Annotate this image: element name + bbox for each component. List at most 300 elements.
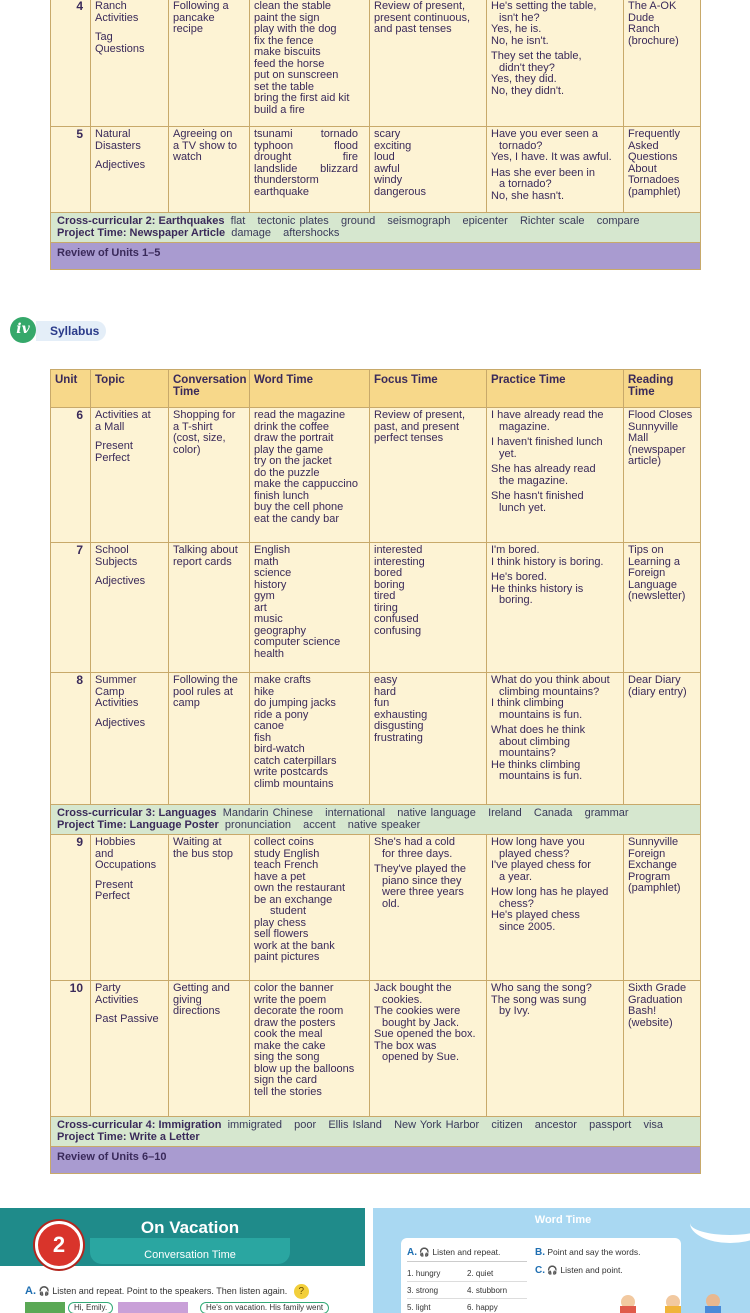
word-item: try on the jacket (254, 455, 332, 467)
reading-line: Sunnyville (628, 836, 679, 848)
header-unit: Unit (51, 370, 91, 408)
reading-cell (624, 0, 701, 127)
practice-line: He's played chess (491, 909, 580, 921)
conversation-line: color) (173, 443, 201, 456)
conversation-line: pancake (173, 11, 215, 24)
word-item: buy the cell phone (254, 501, 344, 513)
next-page-preview (0, 1208, 750, 1313)
word-item: make crafts (254, 674, 311, 686)
instruction (25, 1284, 309, 1299)
exercise-letter: B. (535, 1247, 545, 1258)
topic-line: Camp (95, 685, 125, 698)
practice-line: about climbing (499, 735, 570, 748)
cross-curricular-cell (51, 805, 701, 835)
word-item: be an exchange (254, 893, 333, 906)
focus-line: present continuous, (374, 11, 471, 24)
header-topic: Topic (91, 370, 169, 408)
reading-line: Flood Closes (628, 409, 693, 421)
focus-line: old. (382, 897, 400, 910)
word-item: climb mountains (254, 777, 334, 790)
word-item: 2. quiet (467, 1268, 494, 1278)
practice-cell (487, 673, 624, 805)
practice-line: climbing mountains? (499, 685, 600, 698)
word-item: make the cappuccino (254, 478, 358, 490)
reading-line: article) (628, 455, 662, 467)
word-item: bring the first aid kit (254, 92, 350, 104)
focus-line: interesting (374, 555, 425, 568)
word-item: flood (334, 139, 358, 152)
word-cell (250, 835, 370, 981)
word-item: color the banner (254, 982, 334, 994)
reading-line: (pamphlet) (628, 882, 681, 894)
word-item: math (254, 555, 279, 568)
word-item: science (254, 567, 292, 579)
topic-line: Occupations (95, 859, 157, 871)
focus-line: bored (374, 567, 403, 579)
word-item: do the puzzle (254, 466, 320, 479)
word-list (407, 1265, 527, 1313)
headphones-icon: 🎧 (547, 1265, 558, 1275)
word-item: music (254, 613, 283, 625)
unit-number: 4 (51, 0, 91, 127)
topic-line: Perfect (95, 890, 130, 902)
practice-line: magazine. (499, 420, 550, 433)
reading-line: (website) (628, 1016, 673, 1029)
cross-curricular-row (51, 805, 701, 835)
topic-line: and (95, 847, 114, 860)
list-item (407, 1299, 527, 1313)
word-item: own the restaurant (254, 882, 346, 894)
focus-line: opened by Sue. (382, 1051, 460, 1063)
focus-line: hard (374, 685, 397, 698)
reading-line: The A-OK (628, 0, 677, 12)
focus-line: Sue opened the box. (374, 1028, 476, 1040)
topic-line: Party (95, 982, 121, 994)
word-item: put on sunscreen (254, 69, 339, 81)
table-row (51, 835, 701, 981)
word-item: study English (254, 847, 320, 860)
word-item: 5. light (407, 1302, 431, 1312)
conversation-line: giving (173, 993, 202, 1006)
focus-line: perfect tenses (374, 432, 444, 444)
word-cell (250, 127, 370, 213)
list-item (407, 1282, 527, 1299)
practice-line: isn't he? (499, 11, 540, 24)
word-item: tell the stories (254, 1085, 322, 1098)
practice-line: by Ivy. (499, 1005, 530, 1017)
word-cell (250, 408, 370, 543)
reading-line: Asked (628, 139, 659, 152)
practice-line: I have already read the (491, 409, 604, 421)
project-time-label: Project Time: Write a Letter (57, 1130, 200, 1143)
focus-line: The cookies were (374, 1005, 461, 1017)
reading-line: Sunnyville (628, 420, 679, 433)
table-header-row (51, 370, 701, 408)
word-pair (254, 129, 358, 141)
exercise-text: Listen and repeat. (432, 1247, 501, 1257)
focus-line: interested (374, 544, 423, 556)
word-item: blow up the balloons (254, 1062, 355, 1075)
focus-line: for three days. (382, 847, 453, 860)
focus-line: frustrating (374, 731, 423, 744)
focus-line: scary (374, 128, 401, 140)
focus-line: bought by Jack. (382, 1016, 460, 1029)
word-time-title: Word Time (534, 1214, 592, 1226)
word-item: thunderstorm (254, 174, 319, 186)
conversation-line: Following a (173, 0, 229, 12)
on-vacation-panel (0, 1208, 365, 1313)
practice-line: He's setting the table, (491, 0, 597, 12)
word-item: hike (254, 685, 275, 698)
focus-line: exciting (374, 139, 412, 152)
practice-cell (487, 981, 624, 1117)
topic-line: Summer (95, 674, 137, 686)
reading-line: Graduation (628, 993, 683, 1006)
practice-line: a tornado? (499, 178, 552, 190)
reading-line: Dude (628, 11, 655, 24)
reading-line: (pamphlet) (628, 185, 681, 198)
word-item: make biscuits (254, 46, 321, 58)
topic-line: Hobbies (95, 836, 136, 848)
practice-line: How long has he played (491, 886, 609, 898)
practice-line: didn't they? (499, 61, 555, 74)
practice-line: Who sang the song? (491, 982, 592, 994)
word-item: history (254, 578, 287, 591)
word-item: clean the stable (254, 0, 332, 12)
table-row (51, 127, 701, 213)
word-item: read the magazine (254, 409, 346, 421)
practice-line: the magazine. (499, 474, 569, 487)
word-item: bird-watch (254, 743, 305, 755)
topic-cell (91, 127, 169, 213)
practice-line: tornado? (499, 139, 543, 152)
topic-line: Perfect (95, 451, 130, 464)
conversation-line: pool rules at (173, 685, 233, 698)
word-item: health (254, 647, 284, 660)
conversation-line: Agreeing on (173, 128, 233, 140)
cross-curricular-words: Mandarin Chinese international native language Ireland Canada grammar (222, 807, 629, 819)
exercise-letter: A. (407, 1247, 417, 1258)
conversation-line: report cards (173, 555, 232, 568)
focus-cell (370, 408, 487, 543)
instruction-text: Listen and repeat. Point to the speakers. Then listen again. (52, 1286, 288, 1296)
topic-line: Activities at (95, 409, 151, 421)
topic-line: Subjects (95, 555, 138, 568)
practice-line: Yes, he is. (491, 23, 542, 35)
practice-line: How long have you (491, 836, 585, 848)
word-item: 1. hungry (407, 1268, 441, 1278)
reading-line: (newsletter) (628, 590, 686, 602)
speech-bubble: He's on vacation. His family went (200, 1302, 329, 1313)
word-item: typhoon (254, 139, 294, 152)
practice-line: No, she hasn't. (491, 189, 565, 202)
practice-line: boring. (499, 594, 533, 606)
focus-line: Review of present, (374, 0, 466, 12)
word-item: geography (254, 624, 306, 637)
table-row (51, 673, 701, 805)
conversation-line: camp (173, 697, 200, 709)
reading-cell (624, 127, 701, 213)
cross-curricular-label: Cross-curricular 4: Immigration (57, 1119, 222, 1131)
reading-line: Learning a (628, 555, 680, 568)
reading-line: Mall (628, 432, 649, 444)
review-label: Review of Units 1–5 (51, 243, 701, 270)
word-item: play chess (254, 916, 306, 929)
topic-line: Present (95, 878, 133, 891)
focus-line: Review of present, (374, 409, 466, 421)
reading-cell (624, 543, 701, 673)
focus-line: fun (374, 697, 390, 709)
topic-cell (91, 981, 169, 1117)
practice-cell (487, 835, 624, 981)
table-row (51, 408, 701, 543)
instruction-letter: A. (25, 1285, 36, 1297)
focus-line: loud (374, 151, 395, 163)
topic-line: Activities (95, 697, 139, 709)
word-item: computer science (254, 636, 341, 648)
review-row (51, 1147, 701, 1174)
word-item: make the cake (254, 1039, 326, 1052)
reading-line: (diary entry) (628, 685, 687, 698)
practice-line: They set the table, (491, 50, 582, 62)
practice-cell (487, 0, 624, 127)
focus-cell (370, 673, 487, 805)
word-item: write the poem (254, 993, 327, 1006)
conversation-line: Shopping for (173, 409, 236, 421)
focus-line: exhausting (374, 708, 428, 721)
practice-line: He thinks climbing (491, 758, 581, 771)
conversation-cell (169, 408, 250, 543)
focus-line: tiring (374, 601, 398, 614)
exercise-a (407, 1247, 500, 1258)
word-item: landslide (254, 162, 298, 175)
reading-line: Bash! (628, 1005, 657, 1017)
reading-line: Dear Diary (628, 674, 681, 686)
table-row (51, 543, 701, 673)
word-item: work at the bank (254, 939, 335, 952)
topic-cell (91, 543, 169, 673)
cross-curricular-words: immigrated poor Ellis Island New York Harbor citizen ancestor passport visa (227, 1119, 664, 1131)
focus-cell (370, 0, 487, 127)
focus-line: She's had a cold (374, 836, 455, 848)
page-number-badge: iv (10, 317, 36, 343)
word-item: build a fire (254, 103, 305, 116)
hint-icon: ? (294, 1284, 309, 1299)
focus-line: piano since they (382, 874, 462, 887)
focus-line: They've played the (374, 863, 466, 875)
word-item: write postcards (254, 766, 328, 778)
practice-line: I've played chess for (491, 859, 591, 871)
practice-cell (487, 543, 624, 673)
reading-cell (624, 835, 701, 981)
conversation-line: Waiting at (173, 836, 222, 848)
topic-line: Past Passive (95, 1013, 159, 1025)
word-item: collect coins (254, 836, 314, 848)
review-row (51, 243, 701, 270)
list-item (407, 1265, 527, 1282)
topic-line: a Mall (95, 420, 125, 433)
header-focus: Focus Time (370, 370, 487, 408)
word-item: sell flowers (254, 928, 309, 940)
unit-number: 5 (51, 127, 91, 213)
speech-bubble: Hi, Emily. (68, 1302, 113, 1313)
reading-line: Language (628, 578, 677, 591)
word-cell (250, 0, 370, 127)
word-pair (254, 152, 358, 164)
reading-line: About (628, 162, 657, 175)
word-item: cook the meal (254, 1028, 323, 1040)
unit-title: On Vacation (140, 1218, 240, 1237)
word-item: 3. strong (407, 1285, 439, 1295)
practice-line: a year. (499, 870, 533, 883)
exercise-text: Listen and point. (560, 1265, 623, 1275)
word-item: catch caterpillars (254, 754, 337, 767)
word-item: ride a pony (254, 708, 309, 721)
word-item: English (254, 544, 291, 556)
exercise-text: Point and say the words. (547, 1247, 641, 1257)
practice-line: No, he isn't. (491, 34, 549, 47)
reading-line: (newspaper (628, 443, 686, 456)
focus-line: past, and present (374, 420, 460, 433)
header-practice: Practice Time (487, 370, 624, 408)
header-line: Reading (628, 374, 674, 386)
syllabus-table (50, 369, 701, 1174)
practice-line: He's bored. (491, 571, 547, 583)
headphones-icon: 🎧 (419, 1247, 430, 1257)
focus-line: confused (374, 613, 419, 625)
word-item: draw the portrait (254, 432, 334, 444)
practice-line: She has already read (491, 463, 596, 475)
practice-line: played chess? (499, 847, 570, 860)
word-item: canoe (254, 720, 284, 732)
conversation-line: recipe (173, 23, 203, 35)
scene-illustration (25, 1302, 65, 1313)
word-item: finish lunch (254, 489, 310, 502)
children-illustration (598, 1288, 738, 1313)
word-item: set the table (254, 80, 314, 93)
conversation-line: Getting and (173, 982, 230, 994)
focus-line: easy (374, 674, 398, 686)
conversation-line: a T-shirt (173, 420, 213, 433)
word-item: blizzard (320, 162, 358, 175)
conversation-line: (cost, size, (173, 432, 226, 444)
exercise-letter: C. (535, 1265, 545, 1276)
focus-line: dangerous (374, 185, 426, 198)
topic-line: Adjectives (95, 575, 146, 587)
topic-line: Adjectives (95, 716, 146, 729)
practice-line: mountains is fun. (499, 708, 583, 721)
topic-line: Activities (95, 11, 139, 24)
topic-cell (91, 673, 169, 805)
word-item: 6. happy (467, 1302, 498, 1312)
practice-line: No, they didn't. (491, 84, 565, 97)
conversation-cell (169, 835, 250, 981)
word-item: fire (342, 151, 358, 163)
conversation-time-label: Conversation Time (144, 1249, 236, 1261)
word-item: paint the sign (254, 11, 320, 24)
word-item: teach French (254, 859, 319, 871)
reading-line: Ranch (628, 23, 660, 35)
word-item: draw the posters (254, 1016, 336, 1029)
header-reading (624, 370, 701, 408)
reading-cell (624, 408, 701, 543)
cross-curricular-words: flat tectonic plates ground seismograph epicenter Richter scale compare (230, 215, 640, 227)
topic-line: Ranch (95, 0, 127, 12)
practice-line: She hasn't finished (491, 490, 584, 502)
practice-line: Yes, I have. It was awful. (491, 151, 612, 163)
header-line: Time (173, 386, 200, 398)
top-syllabus-table (50, 0, 701, 270)
practice-line: Has she ever been in (491, 166, 595, 179)
reading-line: Sixth Grade (628, 982, 687, 994)
project-time-label: Project Time: Language Poster (57, 818, 219, 831)
focus-line: boring (374, 578, 405, 591)
conversation-line: Following the (173, 674, 238, 686)
practice-line: lunch yet. (499, 501, 547, 514)
focus-line: The box was (374, 1039, 437, 1052)
unit-number: 9 (51, 835, 91, 981)
practice-line: Yes, they did. (491, 73, 557, 85)
word-cell (250, 673, 370, 805)
practice-line: I think climbing (491, 697, 564, 709)
practice-line: What does he think (491, 724, 586, 736)
divider (407, 1261, 527, 1262)
focus-line: confusing (374, 624, 422, 637)
table-row (51, 981, 701, 1117)
cross-curricular-cell (51, 1117, 701, 1147)
focus-line: cookies. (382, 993, 423, 1006)
reading-line: Foreign (628, 567, 666, 579)
word-item: 4. stubborn (467, 1285, 508, 1295)
word-item: fish (254, 731, 272, 744)
cross-curricular-row (51, 1117, 701, 1147)
project-time-words: damage aftershocks (231, 226, 340, 239)
focus-cell (370, 981, 487, 1117)
topic-line: Adjectives (95, 159, 146, 171)
alarm-clock-icon (35, 1221, 83, 1269)
word-item: eat the candy bar (254, 512, 340, 525)
practice-line: mountains? (499, 747, 556, 759)
reading-line: Tornadoes (628, 174, 680, 186)
topic-line: Activities (95, 993, 139, 1006)
conversation-cell (169, 673, 250, 805)
conversation-line: watch (173, 151, 202, 163)
topic-cell (91, 835, 169, 981)
practice-line: mountains is fun. (499, 770, 583, 782)
word-item: gym (254, 590, 275, 602)
unit-number: 10 (51, 981, 91, 1117)
practice-line: since 2005. (499, 920, 556, 933)
reading-line: Frequently (628, 128, 680, 140)
topic-line: Questions (95, 42, 145, 55)
word-time-panel (373, 1208, 750, 1313)
focus-cell (370, 543, 487, 673)
word-item: student (270, 905, 307, 917)
project-time-words: pronunciation accent native speaker (224, 818, 421, 831)
reading-cell (624, 981, 701, 1117)
scene-illustration (118, 1302, 188, 1313)
conversation-cell (169, 0, 250, 127)
header-line: Time (628, 386, 655, 398)
focus-line: disgusting (374, 720, 424, 732)
header-conversation (169, 370, 250, 408)
practice-line: He thinks history is (491, 582, 584, 595)
conversation-cell (169, 543, 250, 673)
word-item: play with the dog (254, 23, 337, 35)
reading-line: Questions (628, 151, 678, 163)
topic-line: Present (95, 440, 133, 452)
unit-number: 6 (51, 408, 91, 543)
